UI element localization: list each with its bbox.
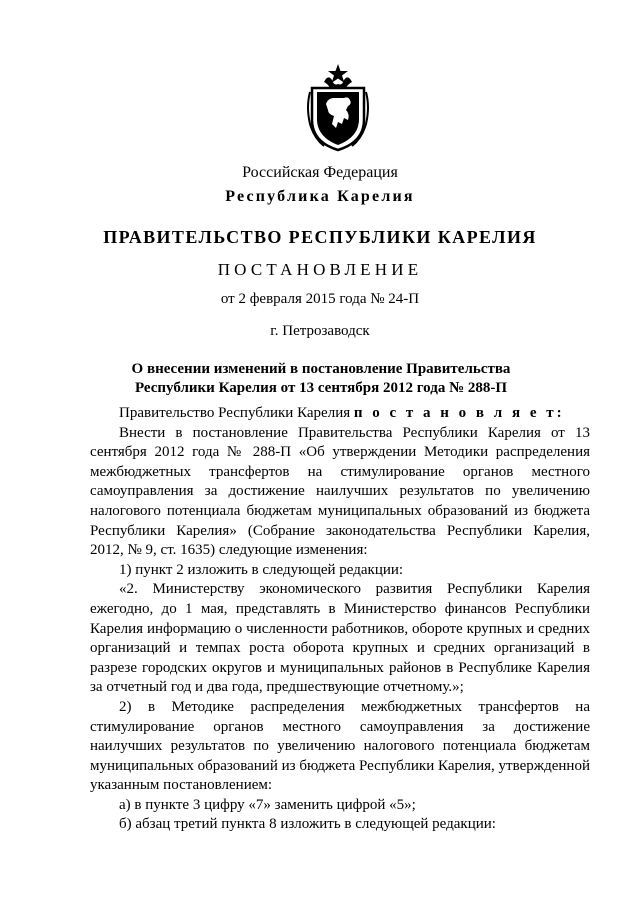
document-date-number: от 2 февраля 2015 года № 24-П [220, 291, 420, 307]
body-paragraph: б) абзац третий пункта 8 изложить в следующей редакции: [119, 816, 496, 833]
intro-text: Правительство Республики Карелия [119, 405, 354, 421]
body-paragraph: 1) пункт 2 изложить в следующей редакции: [119, 561, 404, 578]
document-body [90, 404, 590, 835]
karelia-coat-of-arms-icon [304, 62, 372, 152]
document-title-line-1: О внесении изменений в постановление Правительства [131, 361, 511, 377]
republic-name: Республика Карелия [225, 188, 415, 205]
intro-verb: п о с т а н о в л я е т: [353, 405, 565, 421]
authority-name: ПРАВИТЕЛЬСТВО РЕСПУБЛИКИ КАРЕЛИЯ [103, 227, 537, 247]
intro-paragraph [90, 404, 590, 424]
body-paragraph: «2. Министерству экономического развития Республики Карелия ежегодно, до 1 мая, представлять в Министерство финансов Республики Карелия информацию о численности работников, обороте крупных и средних организаций и темпах роста оборота крупных и средних организаций в разрезе городских округов и муниципальных районов в Республике Карелия за отчетный год и два года, предшествующие отчетному.»; [90, 581, 590, 696]
country-name: Российская Федерация [242, 164, 398, 181]
body-paragraph: а) в пункте 3 цифру «7» заменить цифрой «5»; [119, 796, 416, 813]
body-paragraph: 2) в Методике распределения межбюджетных трансфертов на стимулирование органов местного самоуправления за достижение наилучших результатов по увеличению налогового потенциала бюджетам муниципальных образований из бюджета Республики Карелия, утвержденной указанным постановлением: [90, 698, 590, 794]
document-title-line-2: Республики Карелия от 13 сентября 2012 года № 288-П [134, 380, 508, 396]
body-paragraph: Внести в постановление Правительства Республики Карелия от 13 сентября 2012 года № 288-П «Об утверждении Методики распределения межбюджетных трансфертов на стимулирование органов местного самоуправления за достижение наилучших результатов по увеличению налогового потенциала бюджетам муниципальных образований из бюджета Республики Карелия» (Собрание законодательства Республики Карелия, 2012, № 9, ст. 1635) следующие изменения: [90, 424, 590, 559]
document-type: ПОСТАНОВЛЕНИЕ [217, 260, 423, 279]
document-city: г. Петрозаводск [270, 323, 370, 339]
